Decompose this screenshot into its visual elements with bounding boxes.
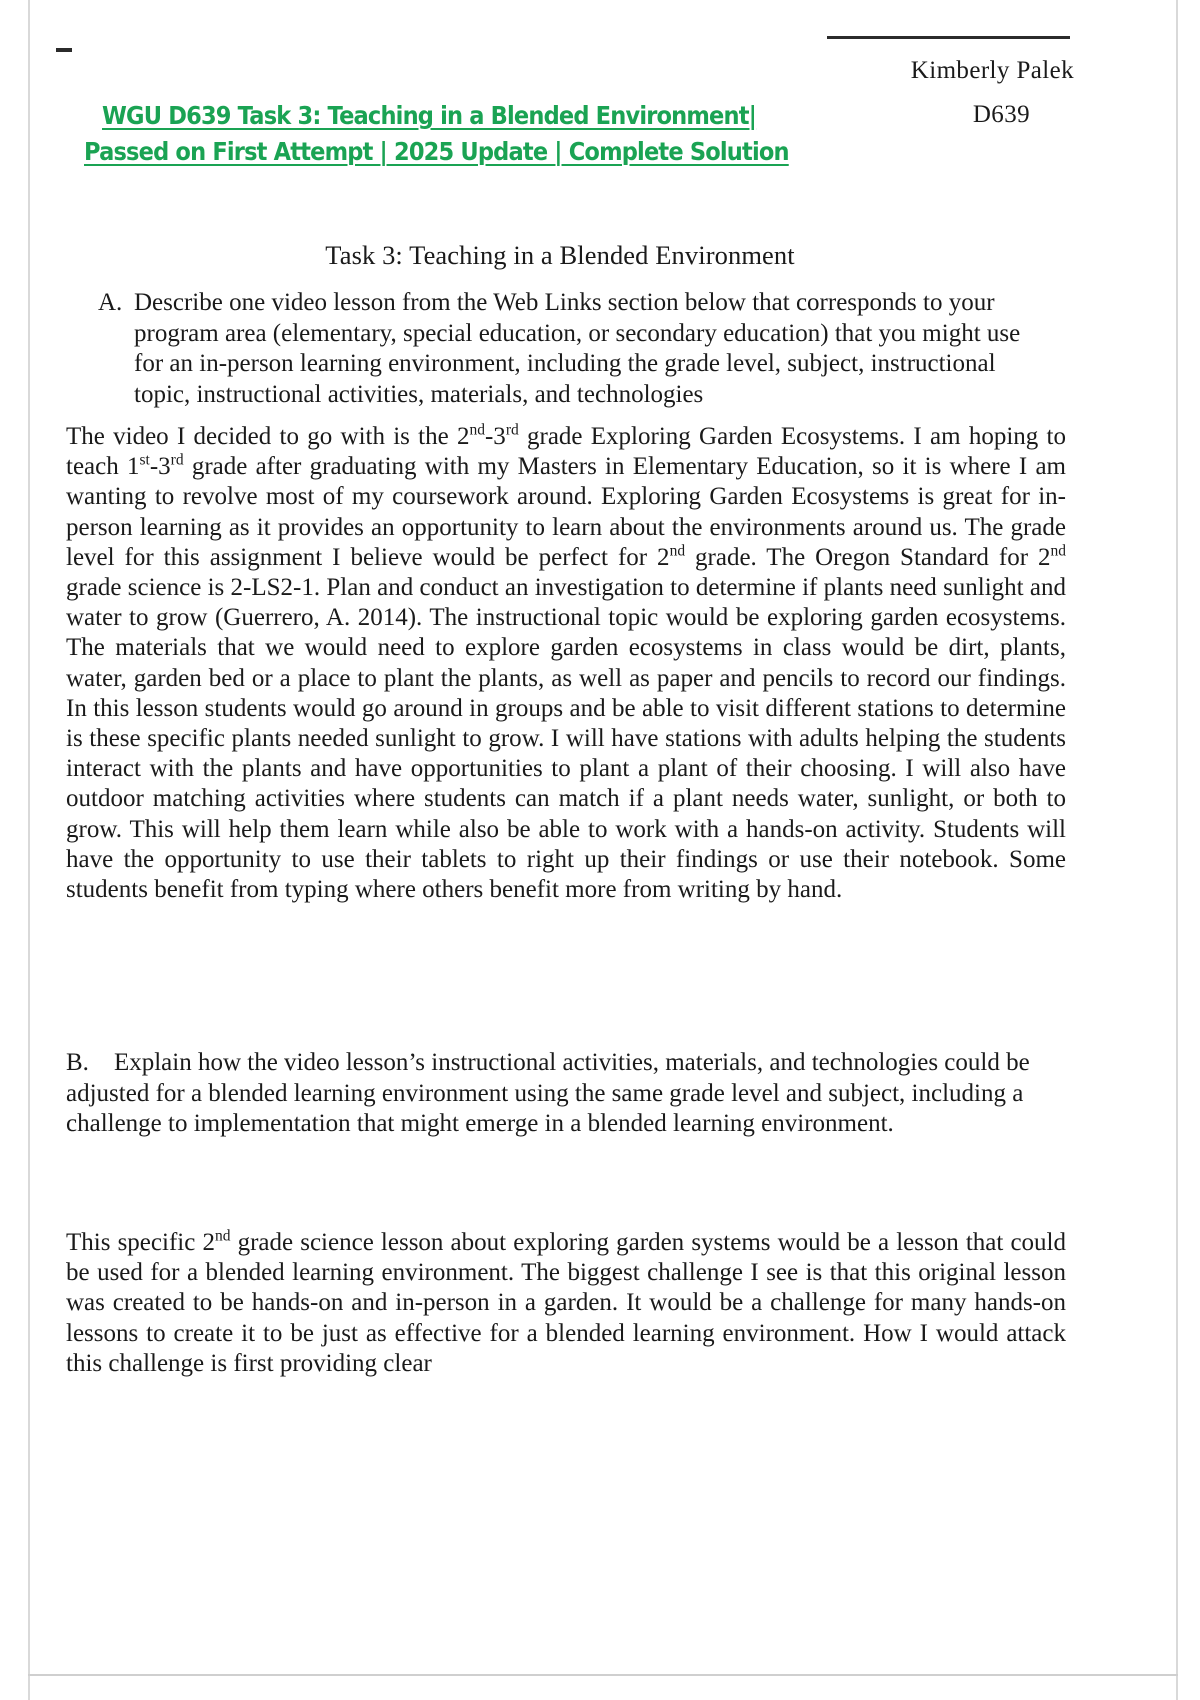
header-rule bbox=[827, 36, 1070, 39]
revision-mark-icon bbox=[56, 48, 72, 52]
banner-line-1: WGU D639 Task 3: Teaching in a Blended Environment| bbox=[102, 101, 757, 130]
banner-line-2: Passed on First Attempt | 2025 Update | Complete Solution bbox=[84, 137, 789, 166]
prompt-b-text: Explain how the video lesson’s instructional activities, materials, and technologies could be adjusted for a blended learning environment using the same grade level and subject, including a challenge to implementation that might emerge in a blended learning environment. bbox=[66, 1049, 1030, 1137]
student-name: Kimberly Palek bbox=[910, 57, 1074, 84]
task-title: Task 3: Teaching in a Blended Environment bbox=[325, 240, 795, 270]
document-banner bbox=[84, 98, 842, 170]
page-edge-right bbox=[1176, 0, 1178, 1700]
prompt-a-text: Describe one video lesson from the Web Links section below that corresponds to your program area (elementary, special education, or secondary education) that you might use for an in-person learning environment, including the grade level, subject, instructional topic, instructional activities, materials, and technologies bbox=[134, 289, 1021, 408]
page-edge-left bbox=[28, 0, 30, 1700]
prompt-a-marker: A. bbox=[98, 289, 123, 316]
response-a-paragraph: The video I decided to go with is the 2nd-3rd grade Exploring Garden Ecosystems. I am hoping to teach 1st-3rd grade after graduating with my Masters in Elementary Education, so it is where I am wanting to revolve most of my coursework around. Exploring Garden Ecosystems is great for in-person learning as it provides an opportunity to learn about the environments around us. The grade level for this assignment I believe would be perfect for 2nd grade. The Oregon Standard for 2nd grade science is 2-LS2-1. Plan and conduct an investigation to determine if plants need sunlight and water to grow (Guerrero, A. 2014). The instructional topic would be exploring garden ecosystems. The materials that we would need to explore garden ecosystems in class would be dirt, plants, water, garden bed or a place to plant the plants, as well as paper and pencils to record our findings. In this lesson students would go around in groups and be able to visit different stations to determine is these specific plants needed sunlight to grow. I will have stations with adults helping the students interact with the plants and have opportunities to plant a plant of their choosing. I will also have outdoor matching activities where students can match if a plant needs water, sunlight, or both to grow. This will help them learn while also be able to work with a hands-on activity. Students will have the opportunity to use their tablets to right up their findings or use their notebook. Some students benefit from typing where others benefit more from writing by hand. bbox=[66, 421, 1067, 904]
course-code: D639 bbox=[972, 101, 1030, 128]
prompt-b-marker: B. bbox=[66, 1049, 89, 1076]
response-b-paragraph: This specific 2nd grade science lesson about exploring garden systems would be a lesson that could be used for a blended learning environment. The biggest challenge I see is that this original lesson was created to be hands-on and in-person in a garden. It would be a challenge for many hands-on lessons to create it to be just as effective for a blended learning environment. How I would attack this challenge is first providing clear bbox=[66, 1227, 1066, 1377]
prompt-b bbox=[66, 1048, 1051, 1140]
page-content bbox=[60, 0, 1080, 1700]
prompt-a bbox=[98, 288, 1053, 410]
